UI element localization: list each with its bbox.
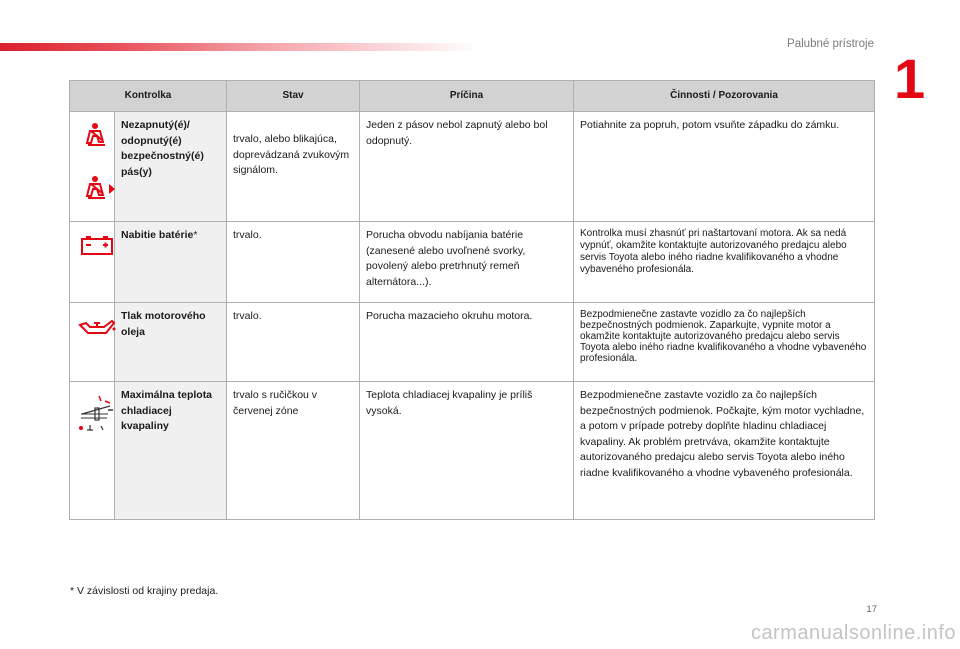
column-header-kontrolka: Kontrolka xyxy=(70,81,227,112)
footnote: * V závislosti od krajiny predaja. xyxy=(70,585,219,597)
row-state: trvalo. xyxy=(227,303,360,382)
icon-cell xyxy=(70,382,115,520)
row-name: Tlak motorového oleja xyxy=(115,303,227,382)
table-row xyxy=(70,222,875,303)
table-row xyxy=(70,382,875,520)
icon-cell xyxy=(70,112,115,222)
row-name: Maximálna teplota chladiacej kvapaliny xyxy=(115,382,227,520)
row-action: Kontrolka musí zhasnúť pri naštartovaní motora. Ak sa nedá vypnúť, okamžite kontaktujte autorizovaného predajcu alebo servis Toyota alebo iného riadne kvalifikovaného a vhodne vybaveného profesionála. xyxy=(574,222,875,303)
coolant-gauge-icon xyxy=(77,392,117,436)
column-header-stav: Stav xyxy=(227,81,360,112)
row-state: trvalo s ručičkou v červenej zóne xyxy=(227,382,360,520)
seatbelt-blinking-icon xyxy=(83,174,117,204)
icon-cell xyxy=(70,303,115,382)
page-number: 17 xyxy=(866,604,877,615)
battery-icon xyxy=(80,234,114,256)
column-header-cinnosti: Činnosti / Pozorovania xyxy=(574,81,875,112)
oil-can-icon xyxy=(78,317,116,337)
chapter-number: 1 xyxy=(894,47,926,110)
row-cause: Porucha obvodu nabíjania batérie (zanesené alebo uvoľnené svorky, povolený alebo pretrhnutý remeň alternátora...). xyxy=(360,222,574,303)
watermark: carmanualsonline.info xyxy=(750,622,956,644)
row-cause: Porucha mazacieho okruhu motora. xyxy=(360,303,574,382)
icon-cell xyxy=(70,222,115,303)
row-action: Potiahnite za popruh, potom vsuňte západku do zámku. xyxy=(574,112,875,222)
footnote-marker: * xyxy=(193,229,198,241)
column-header-pricina: Príčina xyxy=(360,81,574,112)
seatbelt-icon xyxy=(83,122,111,150)
row-cause: Teplota chladiacej kvapaliny je príliš vysoká. xyxy=(360,382,574,520)
top-accent-bar xyxy=(0,43,480,51)
row-state: trvalo, alebo blikajúca, doprevádzaná zvukovým signálom. xyxy=(227,112,360,222)
table-row xyxy=(70,112,875,222)
row-state: trvalo. xyxy=(227,222,360,303)
warning-lights-table xyxy=(69,80,875,520)
table-header-row xyxy=(70,81,875,112)
table-row xyxy=(70,303,875,382)
row-action: Bezpodmienečne zastavte vozidlo za čo najlepších bezpečnostných podmienok. Počkajte, kým motor vychladne, a potom v prípade potreby doplňte hladinu chladiacej kvapaliny. Ak problém pretrváva, okamžite kontaktujte autorizovaného predajcu alebo servis Toyota alebo iného riadne kvalifikovaného a vhodne vybaveného profesionála. xyxy=(574,382,875,520)
row-name-text: Nabitie batérie xyxy=(121,229,194,241)
row-action: Bezpodmienečne zastavte vozidlo za čo najlepších bezpečnostných podmienok. Zaparkujte, vypnite motor a okamžite kontaktujte autorizovaného predajcu alebo servis Toyota alebo iného riadne kvalifikovaného a vhodne vybaveného profesionála. xyxy=(574,303,875,382)
row-cause: Jeden z pásov nebol zapnutý alebo bol odopnutý. xyxy=(360,112,574,222)
section-title: Palubné prístroje xyxy=(787,38,874,50)
row-name xyxy=(115,222,227,303)
row-name: Nezapnutý(é)/ odopnutý(é) bezpečnostný(é) pás(y) xyxy=(115,112,227,222)
